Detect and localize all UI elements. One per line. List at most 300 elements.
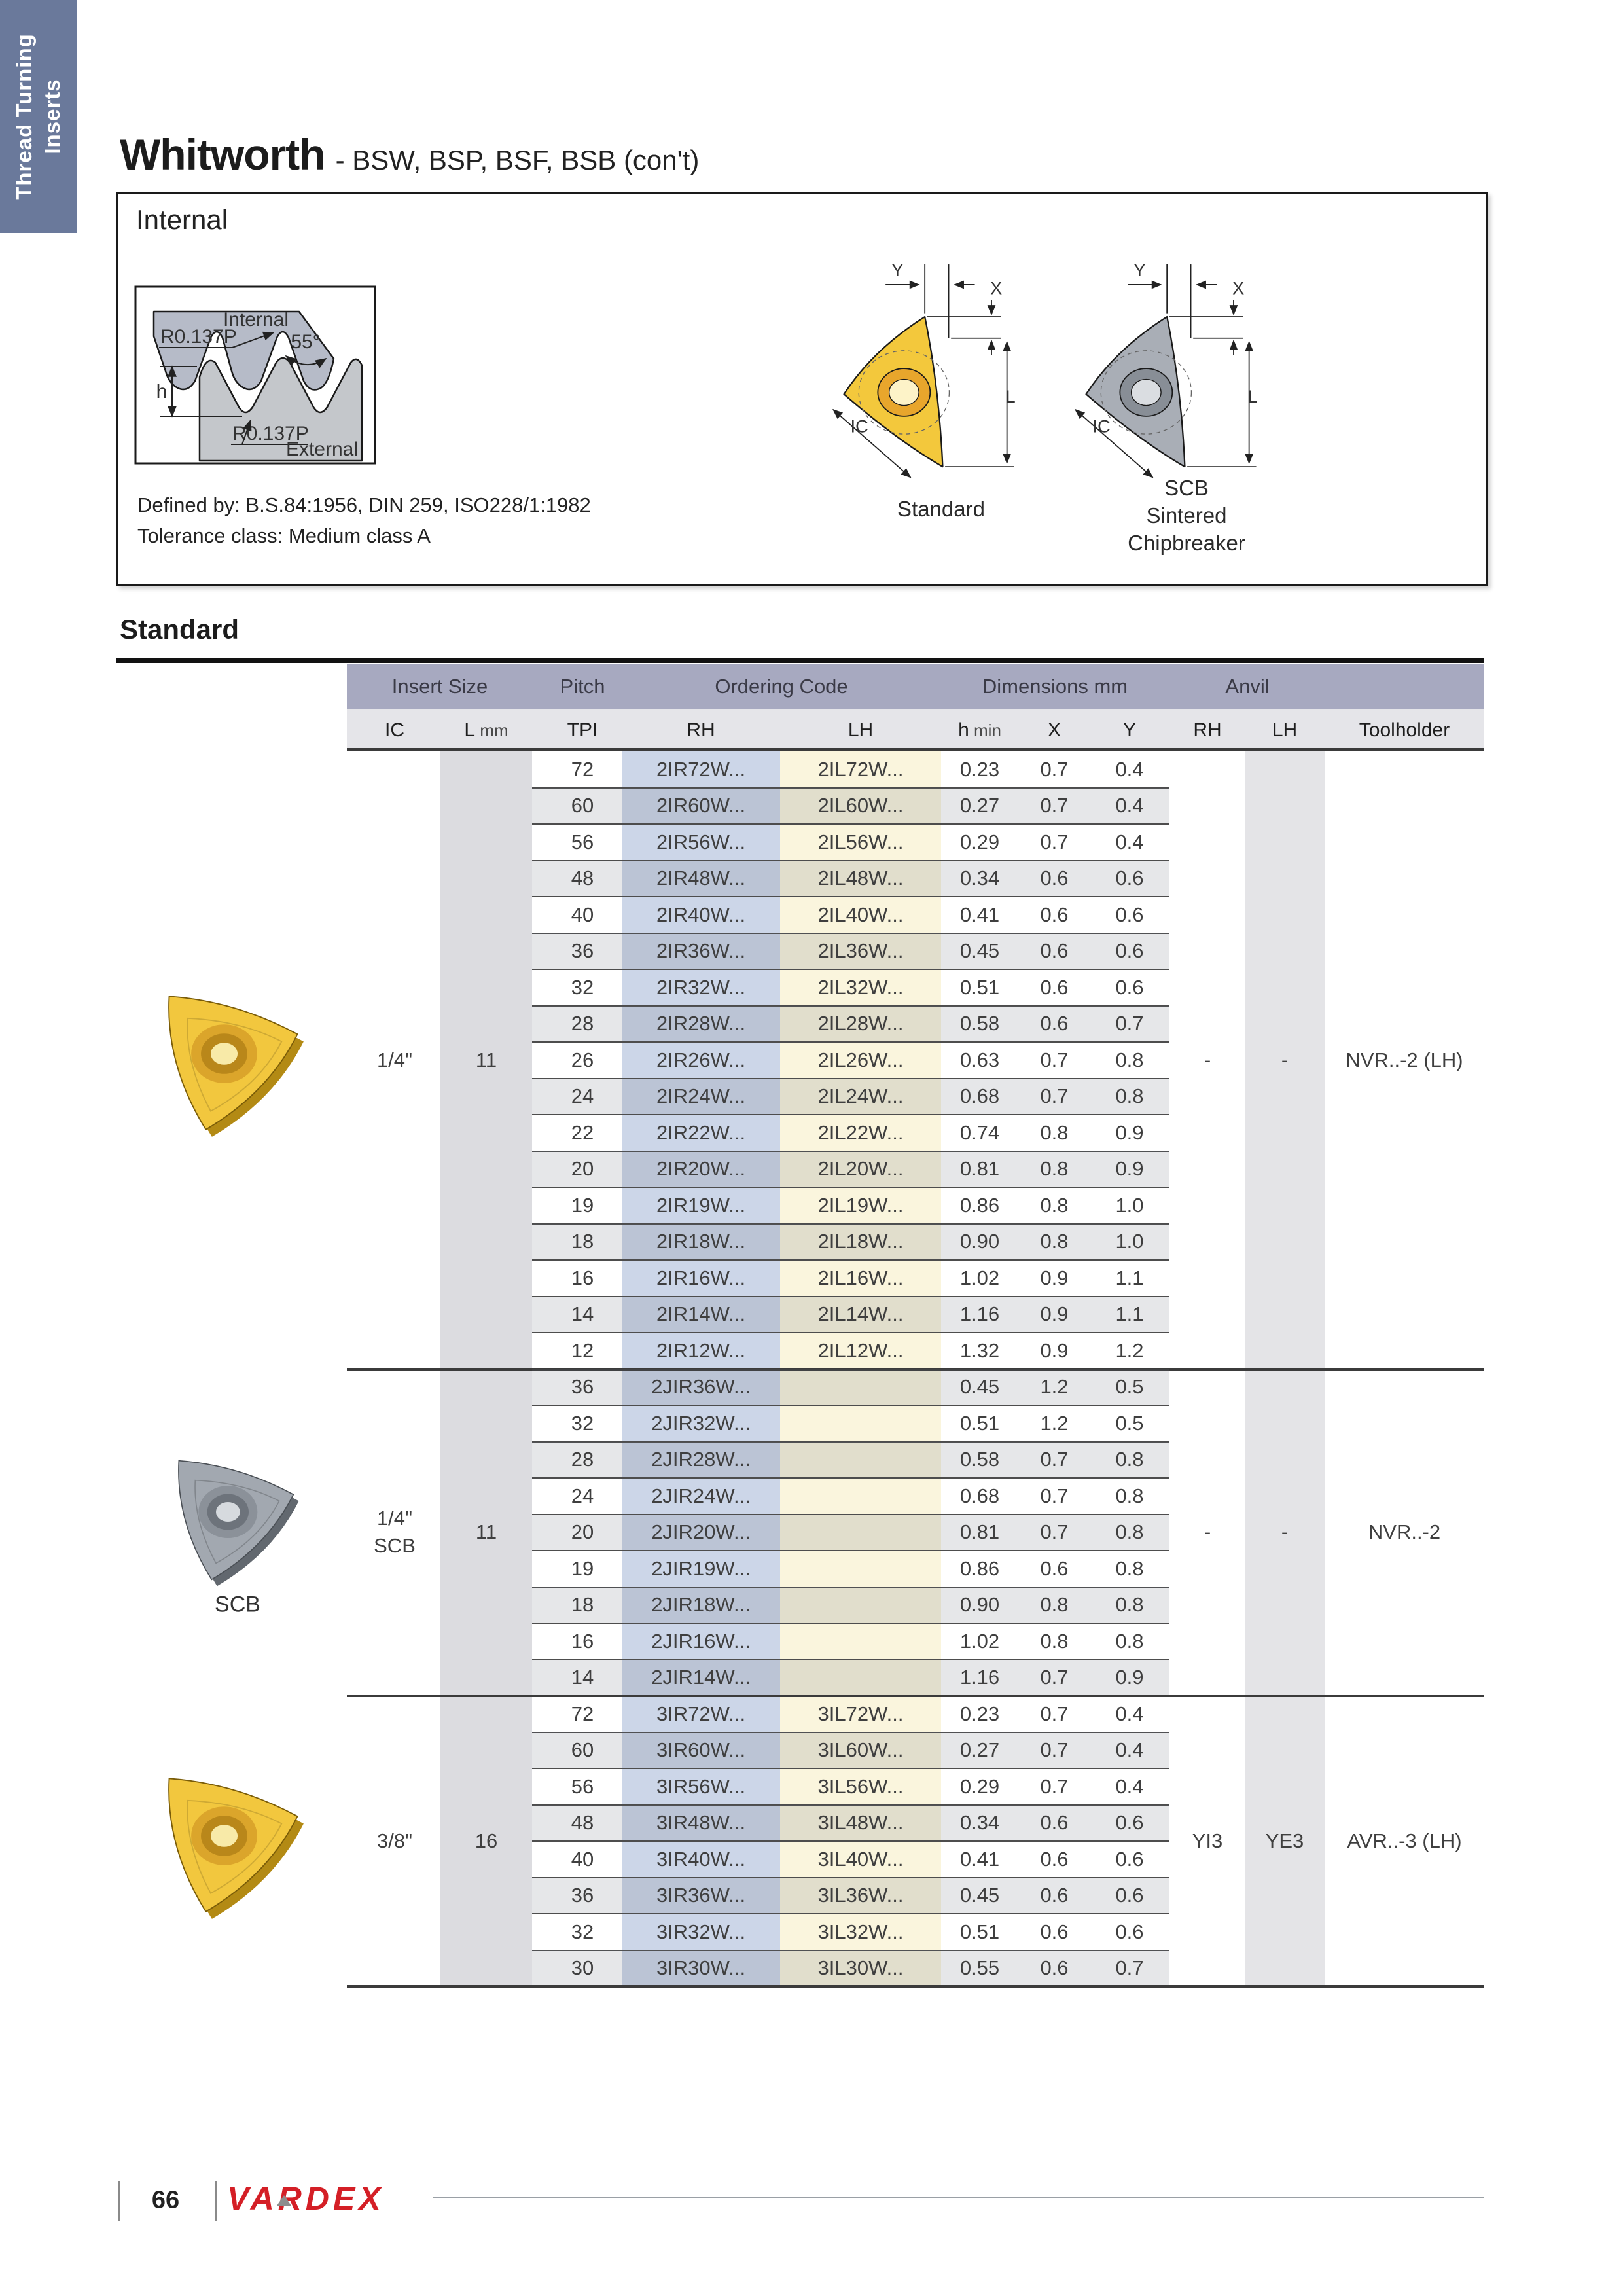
column-header-main: Y <box>1122 719 1137 741</box>
cell-tpi: 36 <box>571 939 594 963</box>
cell-x: 0.7 <box>1040 1666 1069 1689</box>
row-shade <box>532 1587 1169 1624</box>
cell-tpi: 12 <box>571 1338 594 1362</box>
cell-ordering-code-lh: 3IL72W... <box>817 1702 904 1725</box>
cell-ordering-code-rh: 2IR56W... <box>656 830 746 853</box>
cell-ordering-code-lh: 2IL32W... <box>817 975 904 999</box>
cell-tpi: 32 <box>571 1411 594 1435</box>
scb-insert-drawing <box>1063 238 1260 494</box>
cell-y: 0.5 <box>1115 1375 1144 1399</box>
cell-ordering-code-lh: 2IL28W... <box>817 1012 904 1035</box>
h-label: h <box>156 381 168 403</box>
cell-ordering-code-rh: 2IR60W... <box>656 794 746 817</box>
table-column-header <box>1193 719 1221 742</box>
cell-h-min: 1.32 <box>959 1338 1000 1362</box>
row-separator <box>532 1041 1169 1043</box>
x-dim-label: X <box>990 278 1003 298</box>
row-shade <box>532 1515 1169 1551</box>
cell-ordering-code-rh: 3IR72W... <box>656 1702 746 1725</box>
cell-y: 0.6 <box>1115 1920 1144 1943</box>
cell-h-min: 0.41 <box>959 903 1000 926</box>
cell-y: 0.4 <box>1115 1774 1144 1798</box>
cell-y: 0.8 <box>1115 1593 1144 1617</box>
cell-ordering-code-rh: 3IR56W... <box>656 1774 746 1798</box>
row-separator <box>532 1623 1169 1624</box>
sidebar-tab-line2: Inserts <box>40 79 64 154</box>
cell-tpi: 14 <box>571 1666 594 1689</box>
defined-by-text: Defined by: B.S.84:1956, DIN 259, ISO228/1:1982 <box>137 493 591 516</box>
column-header-main: L <box>464 719 476 741</box>
cell-x: 0.6 <box>1040 1884 1069 1907</box>
cell-x: 0.7 <box>1040 1774 1069 1798</box>
page-title-row <box>120 130 699 179</box>
cell-y: 0.4 <box>1115 830 1144 853</box>
cell-h-min: 0.41 <box>959 1847 1000 1871</box>
cell-ordering-code-lh: 3IL56W... <box>817 1774 904 1798</box>
cell-h-min: 1.16 <box>959 1666 1000 1689</box>
cell-ordering-code-lh: 3IL48W... <box>817 1811 904 1835</box>
cell-y: 0.9 <box>1115 1666 1144 1689</box>
table-bottom-rule <box>347 1985 1484 1988</box>
cell-y: 0.4 <box>1115 794 1144 817</box>
group-ic-label: SCB <box>374 1534 416 1558</box>
standard-insert-drawing <box>821 238 1018 494</box>
cell-ordering-code-rh: 2IR14W... <box>656 1302 746 1326</box>
sidebar-tab-line1: Thread Turning <box>12 33 37 200</box>
cell-ordering-code-rh: 2IR18W... <box>656 1230 746 1253</box>
cell-tpi: 20 <box>571 1157 594 1181</box>
cell-x: 0.7 <box>1040 1048 1069 1071</box>
cell-x: 0.7 <box>1040 1484 1069 1507</box>
column-header-main: Toolholder <box>1359 719 1450 741</box>
column-header-main: LH <box>847 719 874 741</box>
cell-ordering-code-rh: 2IR20W... <box>656 1157 746 1181</box>
scb-photo-caption: SCB <box>215 1592 260 1617</box>
subheader-bottom-rule <box>347 748 1484 751</box>
column-header-main: RH <box>1193 719 1222 741</box>
cell-ordering-code-rh: 3IR60W... <box>656 1738 746 1762</box>
row-separator <box>532 1913 1169 1914</box>
cell-ordering-code-lh: 2IL16W... <box>817 1266 904 1289</box>
l-dim-label: L <box>1247 386 1258 406</box>
insert-hole-inner <box>889 380 919 406</box>
y-dim-label: Y <box>1133 260 1146 281</box>
cell-tpi: 28 <box>571 1448 594 1471</box>
cell-h-min: 0.58 <box>959 1012 1000 1035</box>
cell-h-min: 0.86 <box>959 1556 1000 1580</box>
cell-ordering-code-rh: 2IR12W... <box>656 1338 746 1362</box>
cell-ordering-code-rh: 2JIR24W... <box>651 1484 751 1507</box>
cell-tpi: 56 <box>571 830 594 853</box>
cell-tpi: 32 <box>571 975 594 999</box>
cell-tpi: 24 <box>571 1085 594 1108</box>
cell-h-min: 0.51 <box>959 975 1000 999</box>
insert-photo-quarter-inch <box>131 962 327 1145</box>
cell-tpi: 14 <box>571 1302 594 1326</box>
row-separator <box>532 823 1169 825</box>
l-dim-label: L <box>1005 386 1016 406</box>
group-ic-label: 3/8" <box>376 1829 413 1852</box>
row-separator <box>532 1477 1169 1479</box>
cell-y: 1.1 <box>1115 1302 1144 1326</box>
cell-y: 1.0 <box>1115 1230 1144 1253</box>
cell-x: 0.6 <box>1040 1920 1069 1943</box>
cell-ordering-code-rh: 2JIR16W... <box>651 1629 751 1653</box>
cell-ordering-code-rh: 2IR28W... <box>656 1012 746 1035</box>
cell-h-min: 0.74 <box>959 1121 1000 1144</box>
cell-ordering-code-lh: 2IL14W... <box>817 1302 904 1326</box>
cell-ordering-code-lh: 2IL72W... <box>817 757 904 781</box>
cell-tpi: 24 <box>571 1484 594 1507</box>
cell-x: 0.8 <box>1040 1193 1069 1217</box>
group-separator <box>347 1695 1484 1697</box>
anvil-rh-value: YI3 <box>1192 1829 1223 1852</box>
cell-y: 0.8 <box>1115 1556 1144 1580</box>
cell-h-min: 0.27 <box>959 794 1000 817</box>
cell-x: 0.8 <box>1040 1157 1069 1181</box>
cell-x: 0.6 <box>1040 1811 1069 1835</box>
row-separator <box>532 1259 1169 1261</box>
cell-h-min: 0.45 <box>959 1884 1000 1907</box>
cell-y: 0.9 <box>1115 1121 1144 1144</box>
cell-y: 0.8 <box>1115 1448 1144 1471</box>
cell-h-min: 1.02 <box>959 1266 1000 1289</box>
footer-divider-left <box>118 2181 120 2221</box>
cell-ordering-code-rh: 2IR40W... <box>656 903 746 926</box>
cell-y: 0.4 <box>1115 1702 1144 1725</box>
cell-ordering-code-lh: 3IL60W... <box>817 1738 904 1762</box>
cell-ordering-code-lh: 2IL19W... <box>817 1193 904 1217</box>
cell-y: 0.6 <box>1115 939 1144 963</box>
cell-h-min: 0.23 <box>959 1702 1000 1725</box>
cell-ordering-code-rh: 2IR24W... <box>656 1085 746 1108</box>
vardex-logo-text: VARDEX <box>227 2180 385 2217</box>
cell-y: 1.2 <box>1115 1338 1144 1362</box>
table-column-header <box>385 719 404 742</box>
cell-ordering-code-rh: 2IR36W... <box>656 939 746 963</box>
cell-ordering-code-lh: 2IL22W... <box>817 1121 904 1144</box>
cell-tpi: 16 <box>571 1629 594 1653</box>
column-header-main: TPI <box>567 719 598 741</box>
cell-x: 0.7 <box>1040 1738 1069 1762</box>
table-column-header <box>1123 719 1136 742</box>
group-ic-label: 1/4" <box>376 1048 413 1071</box>
cell-ordering-code-lh: 2IL56W... <box>817 830 904 853</box>
row-separator <box>532 1187 1169 1188</box>
cell-x: 0.8 <box>1040 1230 1069 1253</box>
thread-profile-diagram <box>134 285 376 465</box>
cell-y: 0.7 <box>1115 1012 1144 1035</box>
cell-ordering-code-rh: 2JIR20W... <box>651 1520 751 1544</box>
cell-y: 0.8 <box>1115 1085 1144 1108</box>
radius-top-label: R0.137P <box>160 326 237 348</box>
cell-x: 0.7 <box>1040 1520 1069 1544</box>
cell-ordering-code-lh: 2IL36W... <box>817 939 904 963</box>
scb-caption-line2: Sintered <box>1146 503 1227 528</box>
cell-tpi: 20 <box>571 1520 594 1544</box>
cell-y: 0.8 <box>1115 1048 1144 1071</box>
cell-ordering-code-lh: 2IL24W... <box>817 1085 904 1108</box>
sidebar-tab-label <box>10 5 67 228</box>
cell-ordering-code-rh: 2JIR14W... <box>651 1666 751 1689</box>
cell-x: 0.6 <box>1040 975 1069 999</box>
cell-h-min: 0.29 <box>959 1774 1000 1798</box>
cell-h-min: 0.51 <box>959 1411 1000 1435</box>
cell-y: 0.5 <box>1115 1411 1144 1435</box>
cell-ordering-code-rh: 2JIR19W... <box>651 1556 751 1580</box>
group-lmm-label: 11 <box>475 1048 497 1071</box>
cell-h-min: 0.90 <box>959 1593 1000 1617</box>
row-shade <box>532 1369 1169 1406</box>
table-column-header <box>958 719 1001 742</box>
cell-tpi: 40 <box>571 1847 594 1871</box>
cell-tpi: 48 <box>571 1811 594 1835</box>
table-column-header <box>1359 719 1450 742</box>
cell-ordering-code-rh: 3IR40W... <box>656 1847 746 1871</box>
cell-y: 0.4 <box>1115 757 1144 781</box>
cell-h-min: 0.68 <box>959 1085 1000 1108</box>
cell-h-min: 0.55 <box>959 1956 1000 1980</box>
table-header-band <box>347 664 1484 711</box>
cell-y: 0.8 <box>1115 1484 1144 1507</box>
insert-photo-hole-light <box>211 1825 238 1847</box>
insert-hole-inner <box>1132 380 1161 406</box>
cell-ordering-code-rh: 2JIR28W... <box>651 1448 751 1471</box>
group-lmm-label: 11 <box>475 1520 497 1544</box>
standard-caption: Standard <box>897 497 985 521</box>
cell-h-min: 0.23 <box>959 757 1000 781</box>
tolerance-text: Tolerance class: Medium class A <box>137 524 431 547</box>
cell-x: 0.7 <box>1040 1448 1069 1471</box>
cell-y: 0.6 <box>1115 903 1144 926</box>
cell-ordering-code-lh: 2IL60W... <box>817 794 904 817</box>
cell-ordering-code-lh: 3IL32W... <box>817 1920 904 1943</box>
cell-x: 0.9 <box>1040 1266 1069 1289</box>
vardex-logo-triangle-icon <box>277 2195 291 2206</box>
column-header-unit: min <box>969 721 1001 740</box>
cell-ordering-code-lh: 2IL40W... <box>817 903 904 926</box>
cell-ordering-code-lh: 3IL30W... <box>817 1956 904 1980</box>
footer-rule <box>433 2197 1484 2198</box>
cell-tpi: 26 <box>571 1048 594 1071</box>
anvil-lh-value: YE3 <box>1265 1829 1304 1852</box>
cell-ordering-code-lh: 2IL20W... <box>817 1157 904 1181</box>
cell-h-min: 1.16 <box>959 1302 1000 1326</box>
insert-photo-scb <box>134 1430 330 1594</box>
cell-ordering-code-rh: 2IR26W... <box>656 1048 746 1071</box>
cell-x: 0.7 <box>1040 1085 1069 1108</box>
table-top-rule <box>116 658 1484 663</box>
cell-y: 0.8 <box>1115 1629 1144 1653</box>
radius-bottom-label: R0.137P <box>232 423 309 444</box>
cell-tpi: 28 <box>571 1012 594 1035</box>
cell-tpi: 36 <box>571 1375 594 1399</box>
table-header-group: Insert Size <box>391 675 488 698</box>
cell-h-min: 0.68 <box>959 1484 1000 1507</box>
insert-photo-hole-light <box>216 1502 240 1522</box>
external-zone-label: External <box>285 439 358 460</box>
table-column-header <box>1048 719 1061 742</box>
row-shade <box>532 1660 1169 1696</box>
cell-tpi: 19 <box>571 1193 594 1217</box>
table-column-header <box>687 719 715 742</box>
vardex-logo <box>227 2179 423 2221</box>
row-separator <box>532 1550 1169 1551</box>
cell-y: 0.4 <box>1115 1738 1144 1762</box>
group-lmm-label: 16 <box>474 1829 498 1852</box>
cell-tpi: 72 <box>571 1702 594 1725</box>
row-separator <box>532 1114 1169 1115</box>
cell-ordering-code-rh: 2IR19W... <box>656 1193 746 1217</box>
cell-y: 1.0 <box>1115 1193 1144 1217</box>
column-header-main: RH <box>687 719 715 741</box>
cell-ordering-code-rh: 2IR48W... <box>656 867 746 890</box>
cell-x: 0.9 <box>1040 1302 1069 1326</box>
cell-h-min: 0.45 <box>959 939 1000 963</box>
row-separator <box>532 1405 1169 1406</box>
internal-heading: Internal <box>136 204 228 235</box>
cell-h-min: 0.34 <box>959 867 1000 890</box>
cell-tpi: 30 <box>571 1956 594 1980</box>
internal-panel <box>116 192 1488 586</box>
anvil-rh-value: - <box>1204 1048 1211 1071</box>
table-header-group: Pitch <box>560 675 605 698</box>
cell-ordering-code-rh: 2JIR36W... <box>651 1375 751 1399</box>
cell-y: 0.6 <box>1115 1884 1144 1907</box>
cell-y: 0.6 <box>1115 975 1144 999</box>
column-header-main: X <box>1047 719 1061 741</box>
table-column-header <box>848 719 873 742</box>
cell-h-min: 0.29 <box>959 830 1000 853</box>
cell-h-min: 0.86 <box>959 1193 1000 1217</box>
table-column-header <box>1272 719 1297 742</box>
cell-y: 0.6 <box>1115 1847 1144 1871</box>
group-ic-label: 1/4" <box>376 1507 413 1530</box>
cell-ordering-code-rh: 2IR22W... <box>656 1121 746 1144</box>
cell-x: 0.6 <box>1040 1847 1069 1871</box>
cell-ordering-code-rh: 2JIR18W... <box>651 1593 751 1617</box>
cell-ordering-code-rh: 3IR30W... <box>656 1956 746 1980</box>
cell-tpi: 18 <box>571 1593 594 1617</box>
cell-tpi: 40 <box>571 903 594 926</box>
cell-ordering-code-rh: 3IR48W... <box>656 1811 746 1835</box>
angle-label: 55° <box>291 331 321 353</box>
cell-y: 0.8 <box>1115 1520 1144 1544</box>
cell-x: 0.8 <box>1040 1629 1069 1653</box>
table-header-group: Ordering Code <box>715 675 848 698</box>
cell-h-min: 0.58 <box>959 1448 1000 1471</box>
cell-tpi: 16 <box>571 1266 594 1289</box>
toolholder-value: NVR..-2 <box>1368 1520 1441 1544</box>
cell-x: 0.7 <box>1040 794 1069 817</box>
ic-dim-label: IC <box>850 416 868 437</box>
row-separator <box>532 1768 1169 1769</box>
scb-caption-line3: Chipbreaker <box>1128 531 1245 555</box>
cell-ordering-code-lh: 3IL40W... <box>817 1847 904 1871</box>
cell-x: 0.7 <box>1040 830 1069 853</box>
cell-h-min: 0.81 <box>959 1157 1000 1181</box>
anvil-rh-value: - <box>1204 1520 1211 1544</box>
cell-x: 1.2 <box>1040 1411 1069 1435</box>
column-header-main: IC <box>385 719 404 741</box>
cell-x: 0.6 <box>1040 903 1069 926</box>
cell-ordering-code-lh: 2IL18W... <box>817 1230 904 1253</box>
cell-h-min: 0.27 <box>959 1738 1000 1762</box>
cell-tpi: 60 <box>571 1738 594 1762</box>
cell-ordering-code-lh: 3IL36W... <box>817 1884 904 1907</box>
column-header-unit: mm <box>475 721 508 740</box>
insert-photo-hole-light <box>211 1043 238 1065</box>
anvil-lh-value: - <box>1281 1048 1289 1071</box>
cell-x: 0.8 <box>1040 1121 1069 1144</box>
cell-x: 0.7 <box>1040 1702 1069 1725</box>
cell-x: 0.8 <box>1040 1593 1069 1617</box>
cell-y: 0.6 <box>1115 867 1144 890</box>
cell-x: 0.9 <box>1040 1338 1069 1362</box>
cell-x: 0.6 <box>1040 939 1069 963</box>
cell-h-min: 0.81 <box>959 1520 1000 1544</box>
internal-zone-label: Internal <box>223 309 289 331</box>
cell-tpi: 18 <box>571 1230 594 1253</box>
cell-tpi: 22 <box>571 1121 594 1144</box>
section-heading: Standard <box>120 614 240 645</box>
table-column-header <box>464 719 508 742</box>
row-separator <box>532 1332 1169 1333</box>
x-dim-label: X <box>1232 278 1245 298</box>
row-separator <box>532 969 1169 970</box>
cell-tpi: 32 <box>571 1920 594 1943</box>
cell-x: 1.2 <box>1040 1375 1069 1399</box>
table-subheader-band <box>347 709 1484 751</box>
cell-tpi: 60 <box>571 794 594 817</box>
cell-tpi: 48 <box>571 867 594 890</box>
cell-ordering-code-lh: 2IL48W... <box>817 867 904 890</box>
cell-ordering-code-rh: 3IR36W... <box>656 1884 746 1907</box>
cell-tpi: 36 <box>571 1884 594 1907</box>
cell-y: 1.1 <box>1115 1266 1144 1289</box>
cell-tpi: 19 <box>571 1556 594 1580</box>
page-title: Whitworth <box>120 130 325 179</box>
page-subtitle: - BSW, BSP, BSF, BSB (con't) <box>335 145 700 175</box>
cell-tpi: 56 <box>571 1774 594 1798</box>
cell-y: 0.9 <box>1115 1157 1144 1181</box>
cell-ordering-code-rh: 2IR32W... <box>656 975 746 999</box>
cell-h-min: 1.02 <box>959 1629 1000 1653</box>
ic-dim-label: IC <box>1092 416 1111 437</box>
scb-caption-line1: SCB <box>1164 476 1209 500</box>
row-separator <box>532 1840 1169 1842</box>
table-header-group: Anvil <box>1225 675 1270 698</box>
cell-h-min: 0.45 <box>959 1375 1000 1399</box>
cell-y: 0.7 <box>1115 1956 1144 1980</box>
cell-h-min: 0.63 <box>959 1048 1000 1071</box>
row-shade <box>532 1442 1169 1479</box>
cell-x: 0.6 <box>1040 867 1069 890</box>
page-number: 66 <box>151 2186 180 2214</box>
column-header-main: LH <box>1272 719 1298 741</box>
cell-h-min: 0.34 <box>959 1811 1000 1835</box>
cell-ordering-code-rh: 2IR72W... <box>656 757 746 781</box>
cell-y: 0.6 <box>1115 1811 1144 1835</box>
cell-ordering-code-rh: 2JIR32W... <box>651 1411 751 1435</box>
table-header-group: Dimensions mm <box>982 675 1128 698</box>
row-separator <box>532 896 1169 897</box>
cell-x: 0.7 <box>1040 757 1069 781</box>
cell-ordering-code-rh: 3IR32W... <box>656 1920 746 1943</box>
toolholder-value: AVR..-3 (LH) <box>1347 1829 1462 1852</box>
cell-tpi: 72 <box>571 757 594 781</box>
cell-x: 0.6 <box>1040 1556 1069 1580</box>
